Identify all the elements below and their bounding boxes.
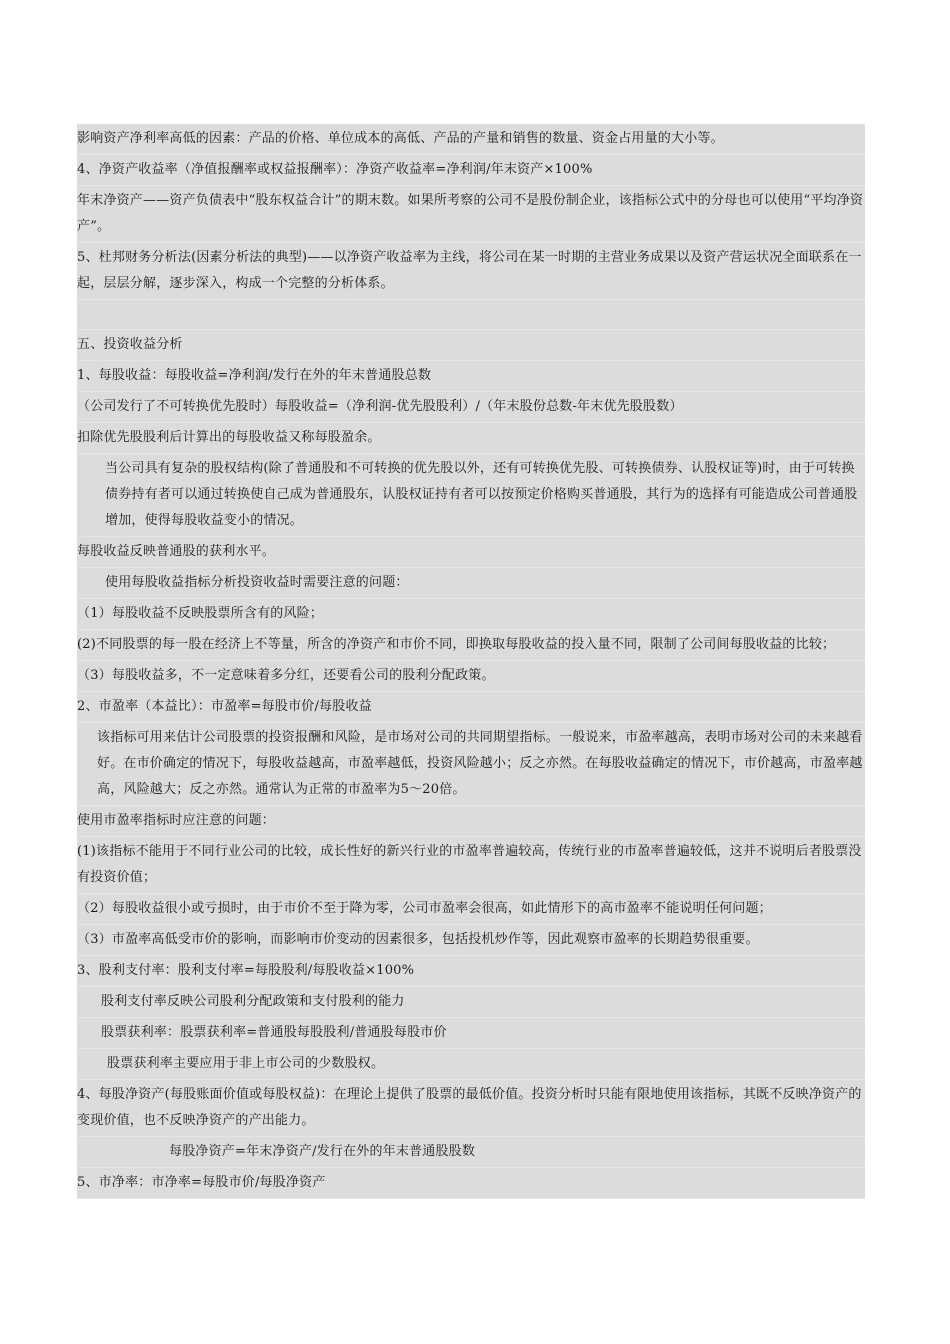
text-line: 该指标可用来估计公司股票的投资报酬和风险，是市场对公司的共同期望指标。一般说来，市盈率越高，表明市场对公司的未来越看好。在市价确定的情况下，每股收益越高，市盈率越低，投资风险越小；反之亦然。在每股收益确定的情况下，市价越高，市盈率越高，风险越大；反之亦然。通常认为正常的市盈率为5～20倍。 bbox=[77, 723, 865, 806]
text-line: 股利支付率反映公司股利分配政策和支付股利的能力 bbox=[77, 987, 865, 1018]
text-line: (1)该指标不能用于不同行业公司的比较，成长性好的新兴行业的市盈率普遍较高，传统行业的市盈率普遍较低，这并不说明后者股票没有投资价值； bbox=[77, 837, 865, 894]
text-line: 5、市净率：市净率=每股市价/每股净资产 bbox=[77, 1168, 865, 1199]
text-line: 每股收益反映普通股的获利水平。 bbox=[77, 537, 865, 568]
text-line: （3）市盈率高低受市价的影响，而影响市价变动的因素很多，包括投机炒作等，因此观察市盈率的长期趋势很重要。 bbox=[77, 925, 865, 956]
section-heading: 五、投资收益分析 bbox=[77, 330, 865, 361]
text-line: 4、每股净资产(每股账面价值或每股权益)：在理论上提供了股票的最低价值。投资分析时只能有限地使用该指标，其既不反映净资产的变现价值，也不反映净资产的产出能力。 bbox=[77, 1080, 865, 1137]
text-line: 使用每股收益指标分析投资收益时需要注意的问题： bbox=[77, 568, 865, 599]
text-line: 1、每股收益：每股收益=净利润/发行在外的年末普通股总数 bbox=[77, 361, 865, 392]
text-line: 股票获利率：股票获利率=普通股每股股利/普通股每股市价 bbox=[77, 1018, 865, 1049]
text-line: 当公司具有复杂的股权结构(除了普通股和不可转换的优先股以外，还有可转换优先股、可转换债券、认股权证等)时，由于可转换债券持有者可以通过转换使自己成为普通股东，认股权证持有者可以按预定价格购买普通股，其行为的选择有可能造成公司普通股增加，使得每股收益变小的情况。 bbox=[77, 454, 865, 537]
text-line: 使用市盈率指标时应注意的问题： bbox=[77, 806, 865, 837]
text-line: 3、股利支付率：股利支付率=每股股利/每股收益×100% bbox=[77, 956, 865, 987]
formula-line: 每股净资产=年末净资产/发行在外的年末普通股股数 bbox=[77, 1137, 865, 1168]
text-line: 年末净资产——资产负债表中“股东权益合计”的期末数。如果所考察的公司不是股份制企业，该指标公式中的分母也可以使用“平均净资产”。 bbox=[77, 186, 865, 243]
document-body bbox=[77, 124, 865, 1199]
text-line: 影响资产净利率高低的因素：产品的价格、单位成本的高低、产品的产量和销售的数量、资金占用量的大小等。 bbox=[77, 124, 865, 155]
text-line: 4、净资产收益率（净值报酬率或权益报酬率）：净资产收益率=净利润/年末资产×100% bbox=[77, 155, 865, 186]
text-line: （1）每股收益不反映股票所含有的风险； bbox=[77, 599, 865, 630]
text-line: （3）每股收益多，不一定意味着多分红，还要看公司的股利分配政策。 bbox=[77, 661, 865, 692]
text-line: （2）每股收益很小或亏损时，由于市价不至于降为零，公司市盈率会很高，如此情形下的高市盈率不能说明任何问题； bbox=[77, 894, 865, 925]
text-line: (2)不同股票的每一股在经济上不等量，所含的净资产和市价不同，即换取每股收益的投入量不同，限制了公司间每股收益的比较； bbox=[77, 630, 865, 661]
text-line: 股票获利率主要应用于非上市公司的少数股权。 bbox=[77, 1049, 865, 1080]
blank-line bbox=[77, 300, 865, 330]
text-line: 5、杜邦财务分析法(因素分析法的典型)——以净资产收益率为主线，将公司在某一时期的主营业务成果以及资产营运状况全面联系在一起，层层分解，逐步深入，构成一个完整的分析体系。 bbox=[77, 243, 865, 300]
text-line: （公司发行了不可转换优先股时）每股收益=（净利润-优先股股利）/（年末股份总数-年末优先股股数） bbox=[77, 392, 865, 423]
text-line: 2、市盈率（本益比）：市盈率=每股市价/每股收益 bbox=[77, 692, 865, 723]
text-line: 扣除优先股股利后计算出的每股收益又称每股盈余。 bbox=[77, 423, 865, 454]
